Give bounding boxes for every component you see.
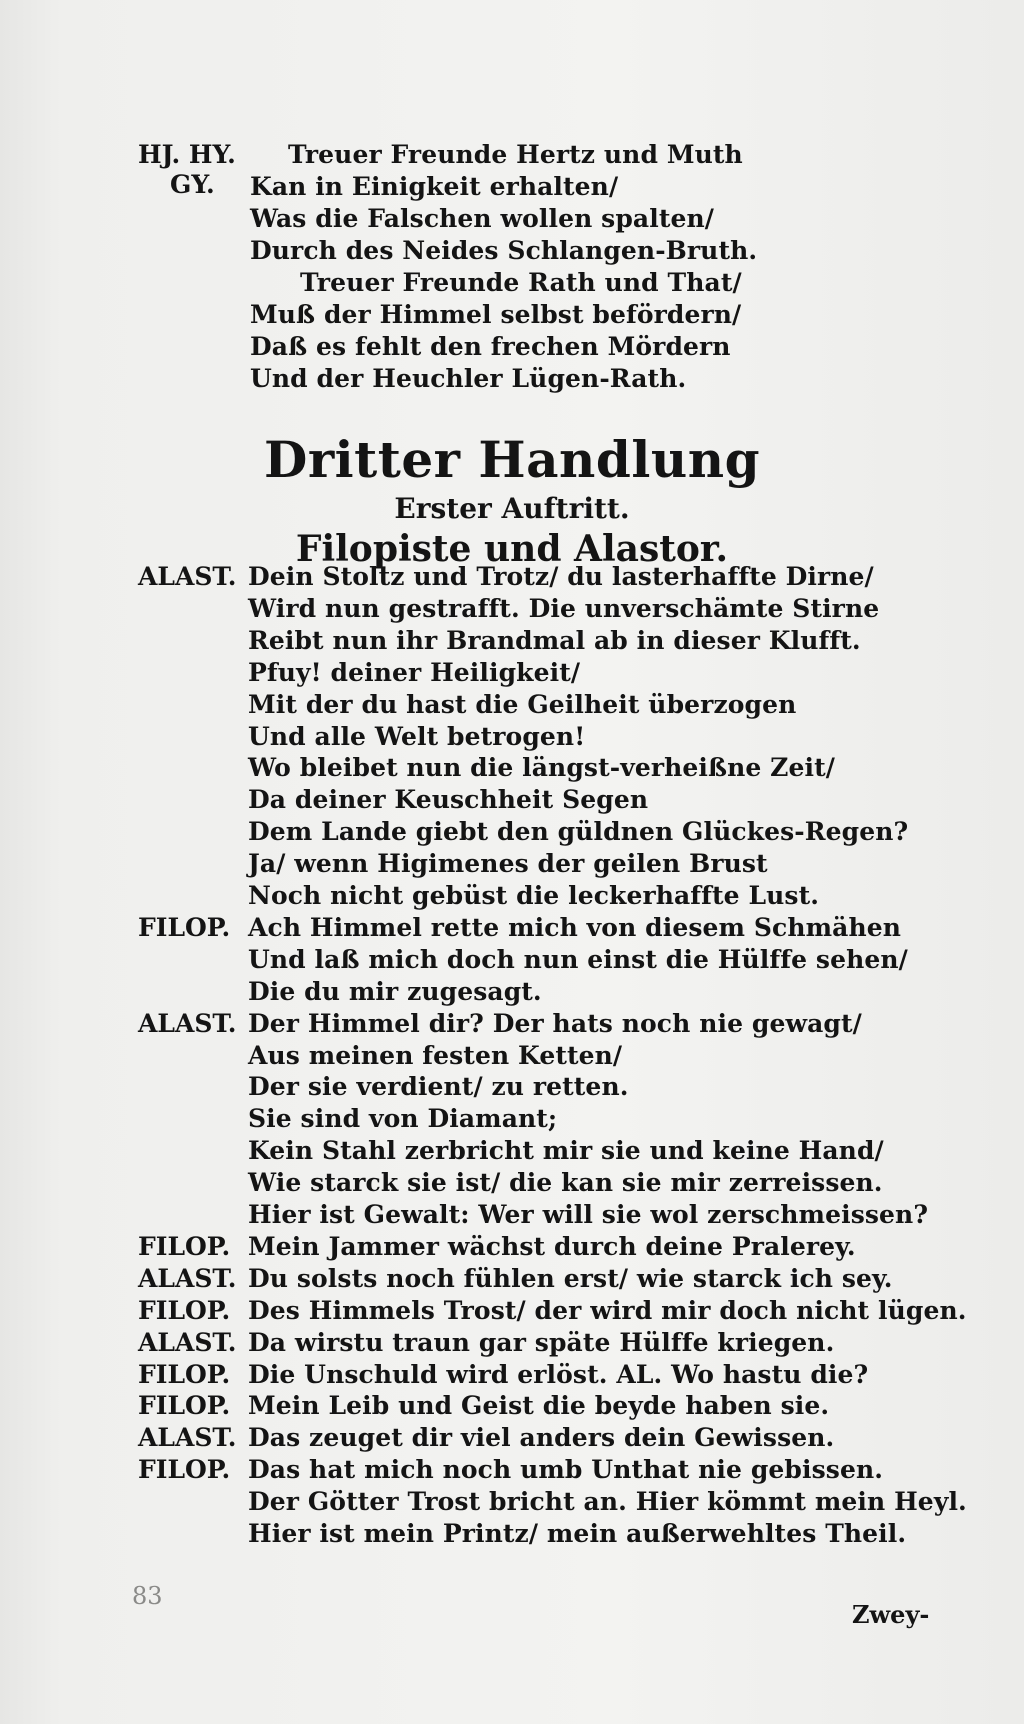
dialogue-line: Wie starck sie ist/ die kan sie mir zerreissen. [248, 1168, 883, 1197]
verse-line: Treuer Freunde Hertz und Muth [288, 140, 743, 169]
speaker-label: FILOP. [138, 1360, 231, 1389]
dialogue-line: Du solsts noch fühlen erst/ wie starck ich sey. [248, 1264, 893, 1293]
verse-line: Kan in Einigkeit erhalten/ [250, 172, 619, 201]
verse-line: Durch des Neides Schlangen-Bruth. [250, 236, 758, 265]
dialogue-line: Und laß mich doch nun einst die Hülffe sehen/ [248, 945, 908, 974]
dialogue-line: Hier ist mein Printz/ mein außerwehltes Theil. [248, 1519, 907, 1548]
dialogue-line: Die Unschuld wird erlöst. AL. Wo hastu die? [248, 1360, 869, 1389]
verse-line: Daß es fehlt den frechen Mördern [250, 332, 731, 361]
dialogue-line: Aus meinen festen Ketten/ [248, 1041, 623, 1070]
dialogue-line: Und alle Welt betrogen! [248, 722, 586, 751]
dialogue-line: Mein Leib und Geist die beyde haben sie. [248, 1391, 830, 1420]
dialogue-line: Noch nicht gebüst die leckerhaffte Lust. [248, 881, 820, 910]
dialogue-line: Wird nun gestrafft. Die unverschämte Stirne [248, 594, 880, 623]
dialogue-line: Ach Himmel rette mich von diesem Schmähen [248, 913, 902, 942]
dialogue-line: Das hat mich noch umb Unthat nie gebissen. [248, 1455, 884, 1484]
speaker-label: FILOP. [138, 1296, 231, 1325]
persons-heading: Filopiste und Alastor. [295, 528, 729, 570]
dialogue-line: Dem Lande giebt den güldnen Glückes-Regen? [248, 817, 909, 846]
speaker-label: FILOP. [138, 1232, 231, 1261]
dialogue-line: Da deiner Keuschheit Segen [248, 785, 649, 814]
dialogue-line: Der sie verdient/ zu retten. [248, 1072, 629, 1101]
speaker-label: FILOP. [138, 913, 231, 942]
dialogue-line: Pfuy! deiner Heiligkeit/ [248, 658, 581, 687]
verse-line: Muß der Himmel selbst befördern/ [250, 300, 742, 329]
verse-line: Was die Falschen wollen spalten/ [250, 204, 714, 233]
dialogue-line: Hier ist Gewalt: Wer will sie wol zerschmeissen? [248, 1200, 929, 1229]
dialogue-line: Ja/ wenn Higimenes der geilen Brust [248, 849, 768, 878]
dialogue-line: Das zeuget dir viel anders dein Gewissen. [248, 1423, 835, 1452]
speaker-label: ALAST. [138, 562, 237, 591]
dialogue-line: Mit der du hast die Geilheit überzogen [248, 690, 797, 719]
dialogue-line: Reibt nun ihr Brandmal ab in dieser Klufft. [248, 626, 861, 655]
speaker-label: ALAST. [138, 1423, 237, 1452]
dialogue-line: Da wirstu traun gar späte Hülffe kriegen. [248, 1328, 835, 1357]
dialogue-line: Sie sind von Diamant; [248, 1104, 558, 1133]
verse-line: Und der Heuchler Lügen-Rath. [250, 364, 687, 393]
page-number: 83 [132, 1582, 163, 1610]
dialogue-line: Kein Stahl zerbricht mir sie und keine Hand/ [248, 1136, 884, 1165]
catchword: Zwey- [852, 1600, 930, 1629]
speaker-label: ALAST. [138, 1009, 237, 1038]
dialogue-line: Wo bleibet nun die längst-verheißne Zeit/ [248, 753, 835, 782]
speaker-label: GY. [170, 170, 215, 199]
dialogue-line: Der Götter Trost bricht an. Hier kömmt mein Heyl. [248, 1487, 967, 1516]
speaker-label: FILOP. [138, 1455, 231, 1484]
act-heading: Dritter Handlung [263, 430, 761, 489]
scene-heading: Erster Auftritt. [394, 492, 630, 525]
speaker-label: ALAST. [138, 1264, 237, 1293]
speaker-label: FILOP. [138, 1391, 231, 1420]
verse-line: Treuer Freunde Rath und That/ [300, 268, 742, 297]
dialogue-line: Die du mir zugesagt. [248, 977, 542, 1006]
speaker-label: HJ. HY. [138, 140, 236, 169]
dialogue-line: Der Himmel dir? Der hats noch nie gewagt/ [248, 1009, 862, 1038]
dialogue-line: Des Himmels Trost/ der wird mir doch nicht lügen. [248, 1296, 967, 1325]
speaker-label: ALAST. [138, 1328, 237, 1357]
dialogue-line: Dein Stoltz und Trotz/ du lasterhaffte Dirne/ [248, 562, 874, 591]
dialogue-line: Mein Jammer wächst durch deine Pralerey. [248, 1232, 856, 1261]
